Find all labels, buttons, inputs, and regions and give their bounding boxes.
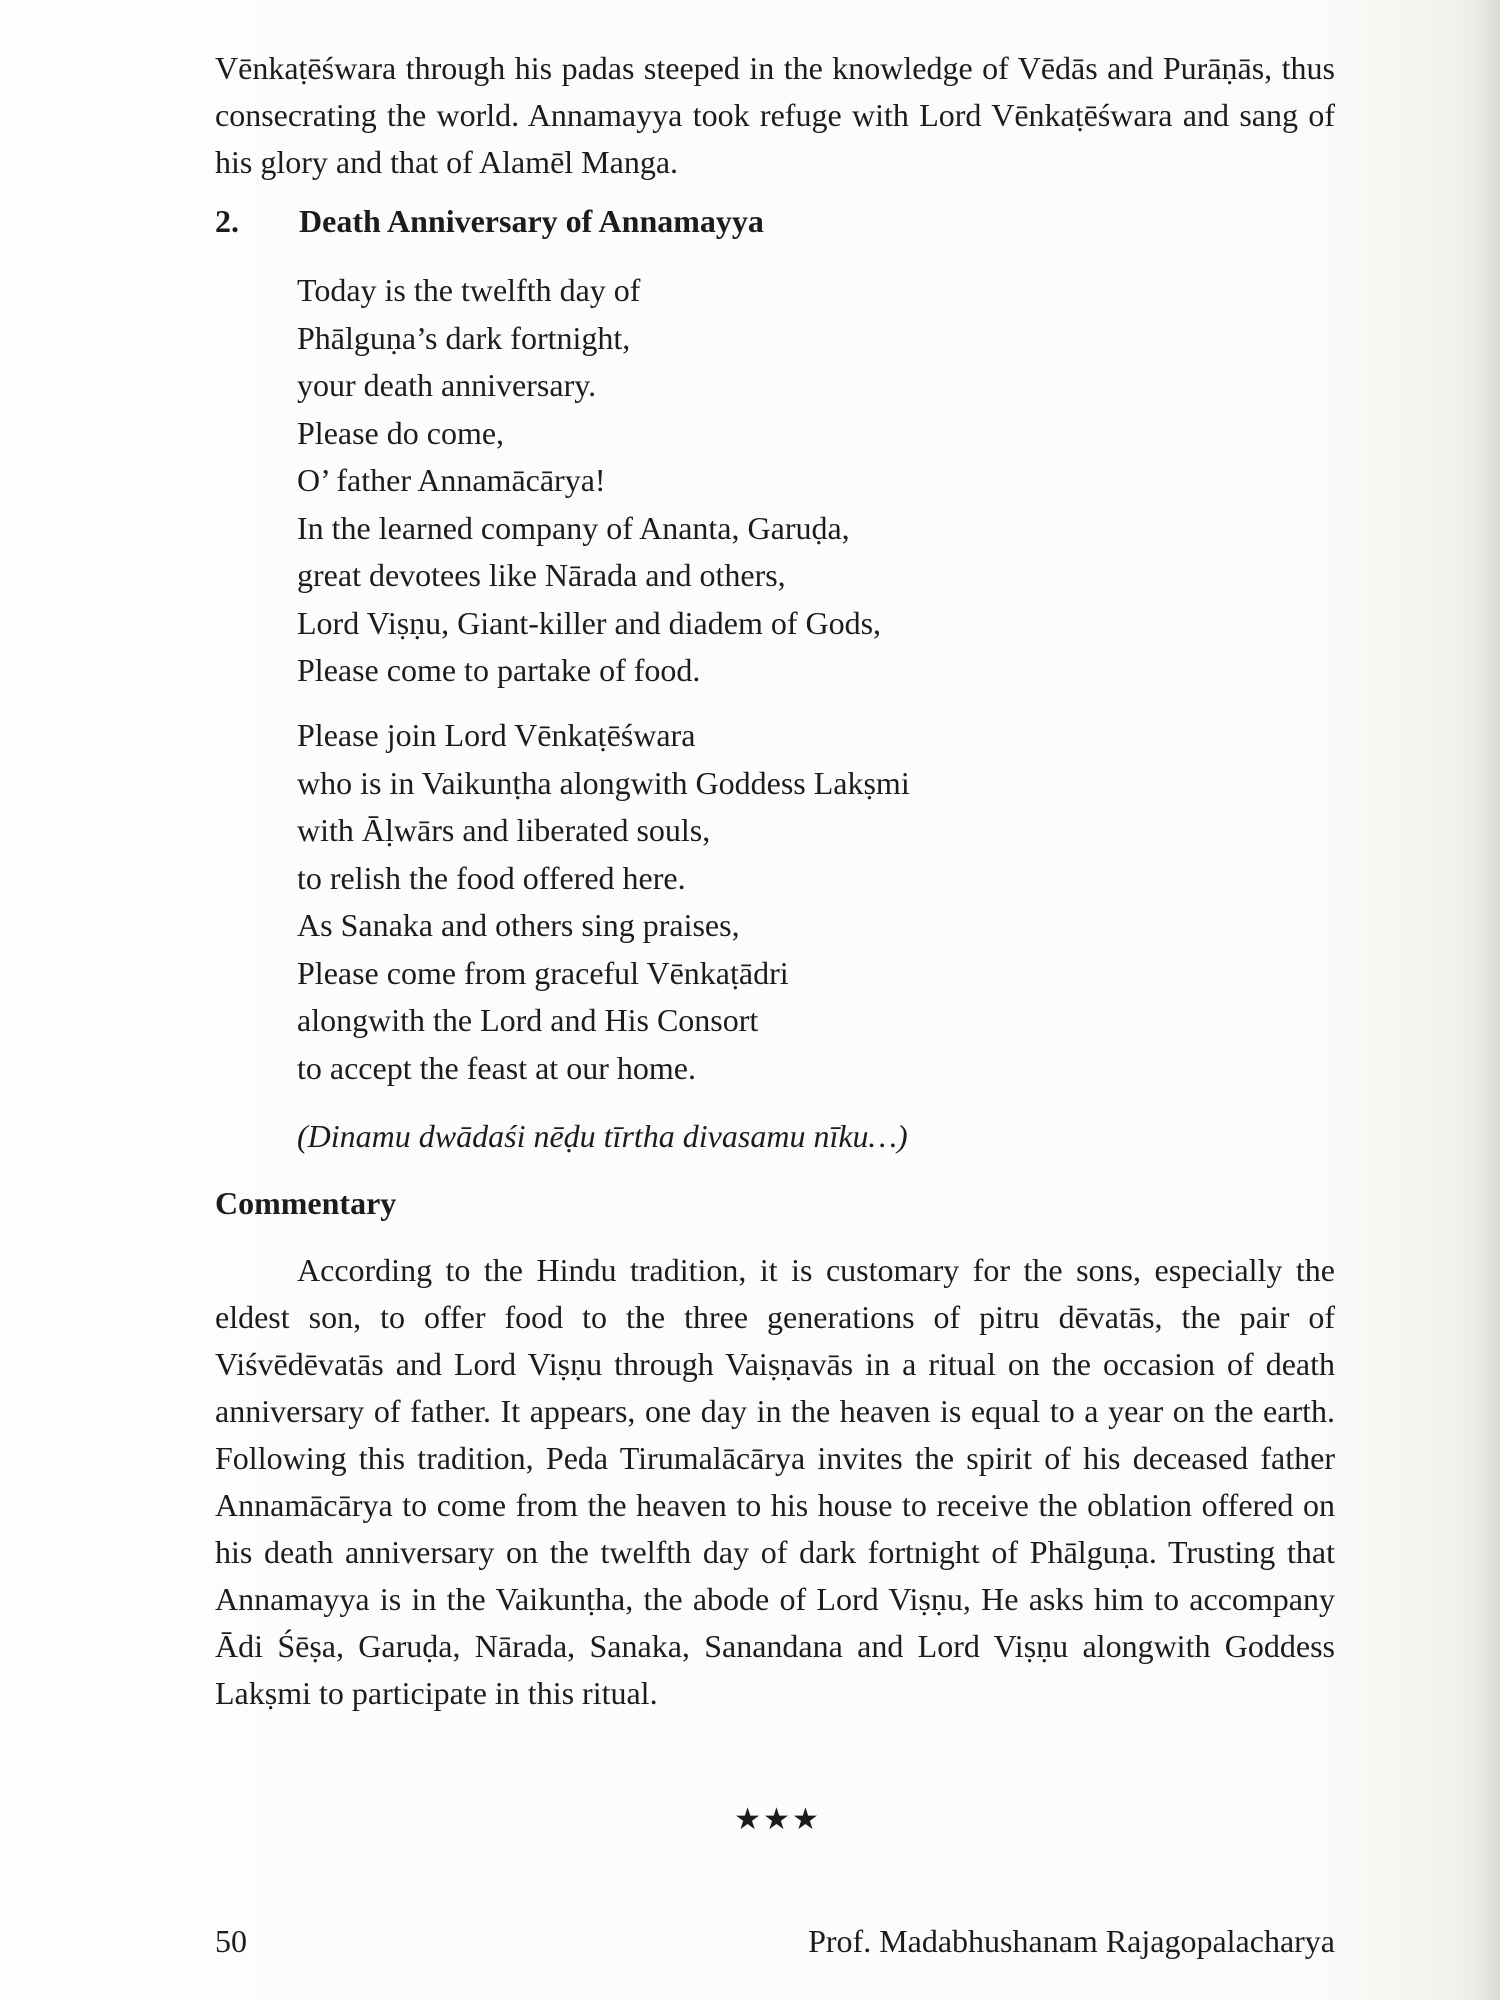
commentary-text: According to the Hindu tradition, it is customary for the sons, especially the eldest son, to offer food to the three generations of pitru dēvatās, the pair of Viśvēdēvatās and Lord Viṣṇu through Vaiṣṇavās in a ritual on the occasion of death anniversary of father. It appears, one day in the heaven is equal to a year on the earth. Following this tradition, Peda Tirumalācārya invites the spirit of his deceased father Annamācārya to come from the heaven to his house to receive the oblation offered on his death anniversary on the twelfth day of dark fortnight of Phālguṇa. Trusting that Annamayya is in the Vaikunṭha, the abode of Lord Viṣṇu, He asks him to accompany Ādi Śēṣa, Garuḍa, Nārada, Sanaka, Sanandana and Lord Viṣṇu alongwith Goddess Lakṣmi to participate in this ritual.: [215, 1252, 1335, 1711]
section-title: Death Anniversary of Annamayya: [299, 203, 764, 239]
poem-line: Lord Viṣṇu, Giant-killer and diadem of Gods,: [297, 604, 882, 641]
poem-line: As Sanaka and others sing praises,: [297, 907, 740, 943]
page-number: 50: [215, 1923, 247, 1959]
poem-line: who is in Vaikunṭha alongwith Goddess Lakṣmi: [297, 764, 910, 801]
poem-line: Please do come,: [297, 414, 505, 451]
poem-citation: (Dinamu dwādaśi nēḍu tīrtha divasamu nīku…): [297, 1118, 908, 1154]
poem-line: your death anniversary.: [297, 367, 597, 403]
section-separator: ★★★: [734, 1803, 821, 1836]
poem-line: to accept the feast at our home.: [297, 1049, 696, 1086]
poem-line: Please come from graceful Vēnkaṭādri: [297, 954, 789, 991]
commentary-paragraph: [215, 1247, 1335, 1717]
section-number: 2.: [215, 203, 239, 239]
poem-stanza-2: [297, 712, 910, 1092]
poem-line: Please join Lord Vēnkaṭēśwara: [297, 717, 696, 753]
commentary-heading: Commentary: [215, 1185, 397, 1221]
section-heading: [215, 198, 764, 245]
poem-line: Today is the twelfth day of: [297, 272, 641, 308]
poem-line: alongwith the Lord and His Consort: [297, 1002, 759, 1038]
poem-line: Please come to partake of food.: [297, 652, 701, 688]
intro-paragraph: [215, 45, 1335, 186]
poem-line: Phālguṇa’s dark fortnight,: [297, 319, 631, 356]
intro-text: Vēnkaṭēśwara through his padas steeped in the knowledge of Vēdās and Purāṇās, thus consecrating the world. Annamayya took refuge with Lord Vēnkaṭēśwara and sang of his glory and that of Alamēl Manga.: [215, 50, 1335, 180]
running-footer-author: Prof. Madabhushanam Rajagopalacharya: [808, 1923, 1335, 1959]
poem-line: with Āḷwārs and liberated souls,: [297, 812, 711, 848]
poem-line: great devotees like Nārada and others,: [297, 557, 786, 593]
poem-line: O’ father Annamācārya!: [297, 462, 606, 498]
poem-line: In the learned company of Ananta, Garuḍa,: [297, 509, 850, 546]
poem-stanza-1: [297, 267, 881, 695]
poem-line: to relish the food offered here.: [297, 859, 686, 896]
